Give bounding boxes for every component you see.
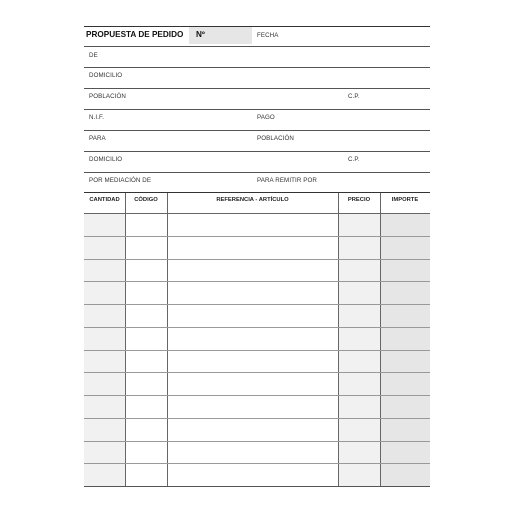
city-label-2: POBLACIÓN [257,135,295,142]
column-divider [338,193,339,486]
address-label: DOMICILIO [89,72,123,79]
row-divider [84,67,430,68]
table-row [84,372,430,373]
address-label-2: DOMICILIO [89,156,123,163]
from-label: DE [89,52,98,59]
column-divider [167,193,168,486]
column-header-quantity: CANTIDAD [89,197,120,203]
payment-label: PAGO [257,114,275,121]
form-top-border [84,26,430,27]
city-label: POBLACIÓN [89,93,127,100]
table-row [84,304,430,305]
row-divider [84,151,430,152]
to-label: PARA [89,135,106,142]
items-table [84,192,430,487]
row-divider [84,109,430,110]
nif-label: N.I.F. [89,114,105,121]
column-header-price: PRECIO [347,197,371,203]
mediation-label: POR MEDIACIÓN DE [89,177,152,184]
row-divider [84,172,430,173]
column-header-reference: REFERENCIA - ARTÍCULO [216,197,289,203]
header-separator [84,213,430,214]
date-label: FECHA [257,32,279,39]
order-number-label: Nº [196,30,205,39]
send-via-label: PARA REMITIR POR [257,177,317,184]
table-row [84,350,430,351]
postal-code-label: C.P. [348,93,360,100]
column-divider [380,193,381,486]
table-row [84,236,430,237]
column-divider [125,193,126,486]
row-divider [84,46,430,47]
table-row [84,418,430,419]
postal-code-label-2: C.P. [348,156,360,163]
table-row [84,327,430,328]
row-divider [84,88,430,89]
table-row [84,395,430,396]
order-form [84,26,430,486]
row-divider [84,130,430,131]
table-row [84,281,430,282]
column-header-amount: IMPORTE [391,197,419,203]
column-header-code: CÓDIGO [134,197,158,203]
table-row [84,259,430,260]
table-row [84,463,430,464]
table-row [84,441,430,442]
form-title: PROPUESTA DE PEDIDO [86,30,184,39]
